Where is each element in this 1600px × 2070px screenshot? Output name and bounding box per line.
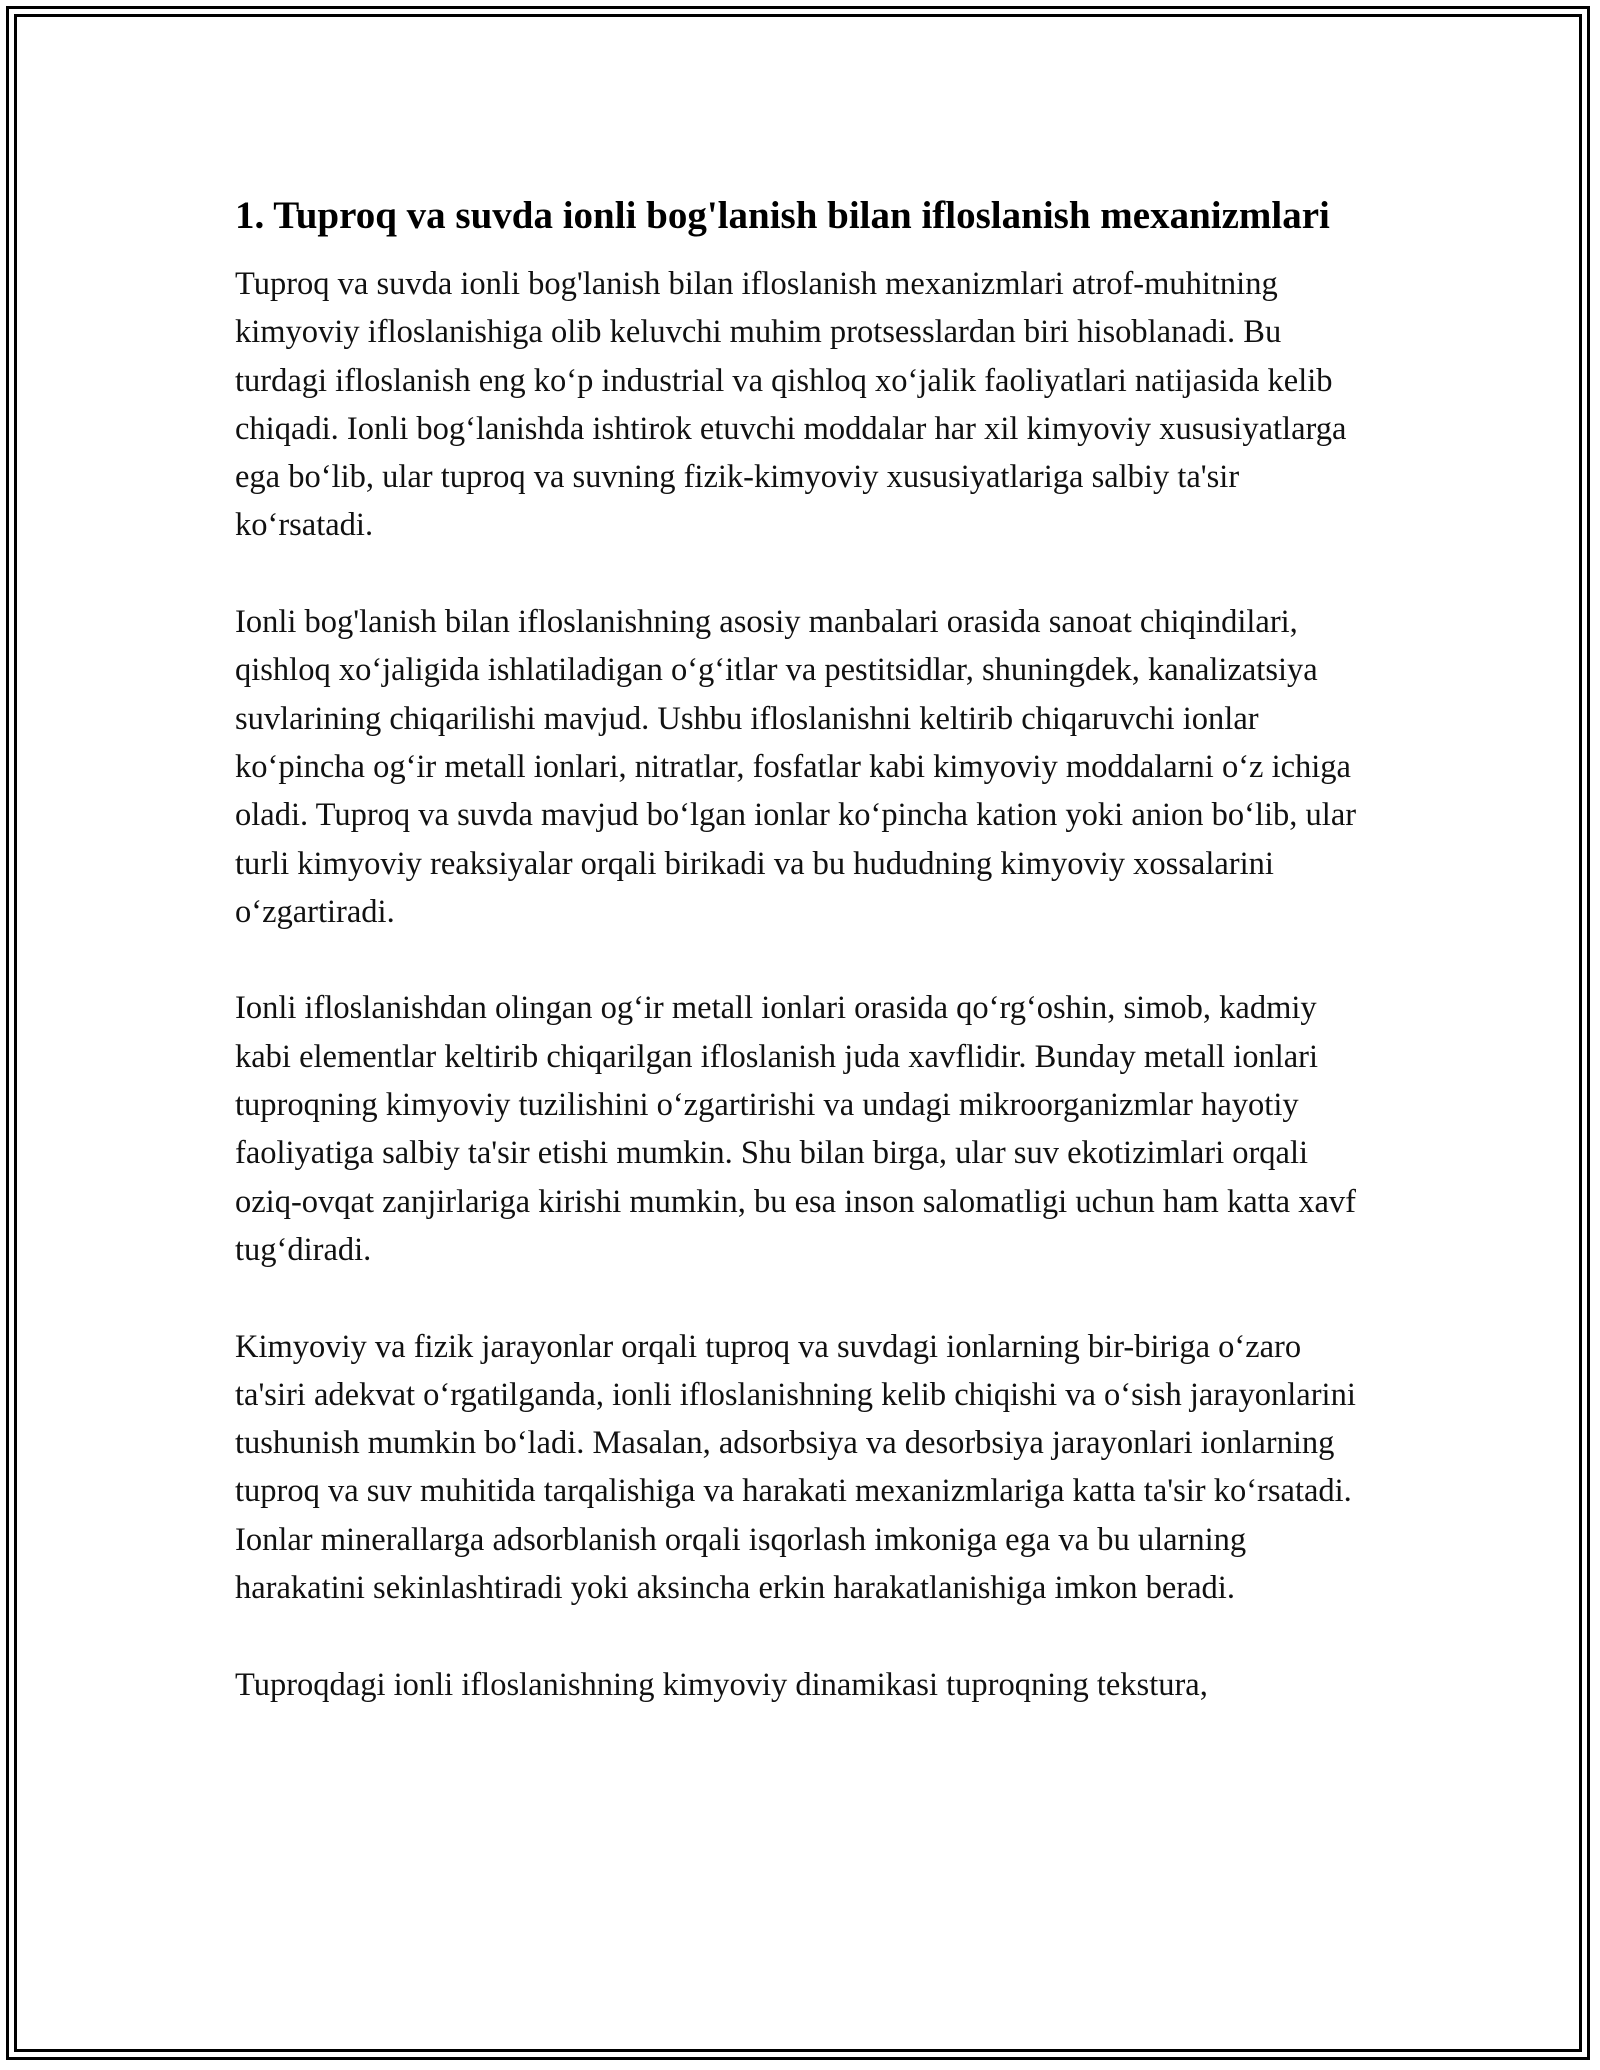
paragraph-4: Kimyoviy va fizik jarayonlar orqali tuproq va suvdagi ionlarning bir-biriga o‘zaro ta'siri adekvat o‘rgatilganda, ionli ifloslanishning kelib chiqishi va o‘sish jarayonlarini tushunish mumkin bo‘ladi. Masalan, adsorbsiya va desorbsiya jarayonlari ionlarning tuproq va suv muhitida tarqalishiga va harakati mexanizmlariga katta ta'sir ko‘rsatadi. Ionlar minerallarga adsorblanish orqali isqorlash imkoniga ega va bu ularning harakatini sekinlashtiradi yoki aksincha erkin harakatlanishiga imkon beradi.	[235, 1328, 1356, 1607]
paragraph-3: Ionli ifloslanishdan olingan og‘ir metall ionlari orasida qo‘rg‘oshin, simob, kadmiy kabi elementlar keltirib chiqarilgan ifloslanish juda xavflidir. Bunday metall ionlari tuproqning kimyoviy tuzilishini o‘zgartirishi va undagi mikroorganizmlar hayotiy faoliyatiga salbiy ta'sir etishi mumkin. Shu bilan birga, ular suv ekotizimlari orqali oziq-ovqat zanjirlariga kirishi mumkin, bu esa inson salomatligi uchun ham katta xavf tug‘diradi.	[235, 990, 1356, 1268]
section-title: 1. Tuproq va suvda ionli bog'lanish bilan ifloslanish mexanizmlari	[235, 194, 1330, 237]
document-body	[235, 188, 1370, 1757]
paragraph-5: Tuproqdagi ionli ifloslanishning kimyoviy dinamikasi tuproqning tekstura,	[235, 1666, 1208, 1703]
paragraph-2: Ionli bog'lanish bilan ifloslanishning asosiy manbalari orasida sanoat chiqindilari, qishloq xo‘jaligida ishlatiladigan o‘g‘itlar va pestitsidlar, shuningdek, kanalizatsiya suvlarining chiqarilishi mavjud. Ushbu ifloslanishni keltirib chiqaruvchi ionlar ko‘pincha og‘ir metall ionlari, nitratlar, fosfatlar kabi kimyoviy moddalarni o‘z ichiga oladi. Tuproq va suvda mavjud bo‘lgan ionlar ko‘pincha kation yoki anion bo‘lib, ular turli kimyoviy reaksiyalar orqali birikadi va bu hududning kimyoviy xossalarini o‘zgartiradi.	[235, 604, 1357, 930]
paragraph-1: Tuproq va suvda ionli bog'lanish bilan ifloslanish mexanizmlari atrof-muhitning kimyoviy ifloslanishiga olib keluvchi muhim protsesslardan biri hisoblanadi. Bu turdagi ifloslanish eng ko‘p industrial va qishloq xo‘jalik faoliyatlari natijasida kelib chiqadi. Ionli bog‘lanishda ishtirok etuvchi moddalar har xil kimyoviy xususiyatlarga ega bo‘lib, ular tuproq va suvning fizik-kimyoviy xususiyatlariga salbiy ta'sir ko‘rsatadi.	[235, 266, 1347, 544]
